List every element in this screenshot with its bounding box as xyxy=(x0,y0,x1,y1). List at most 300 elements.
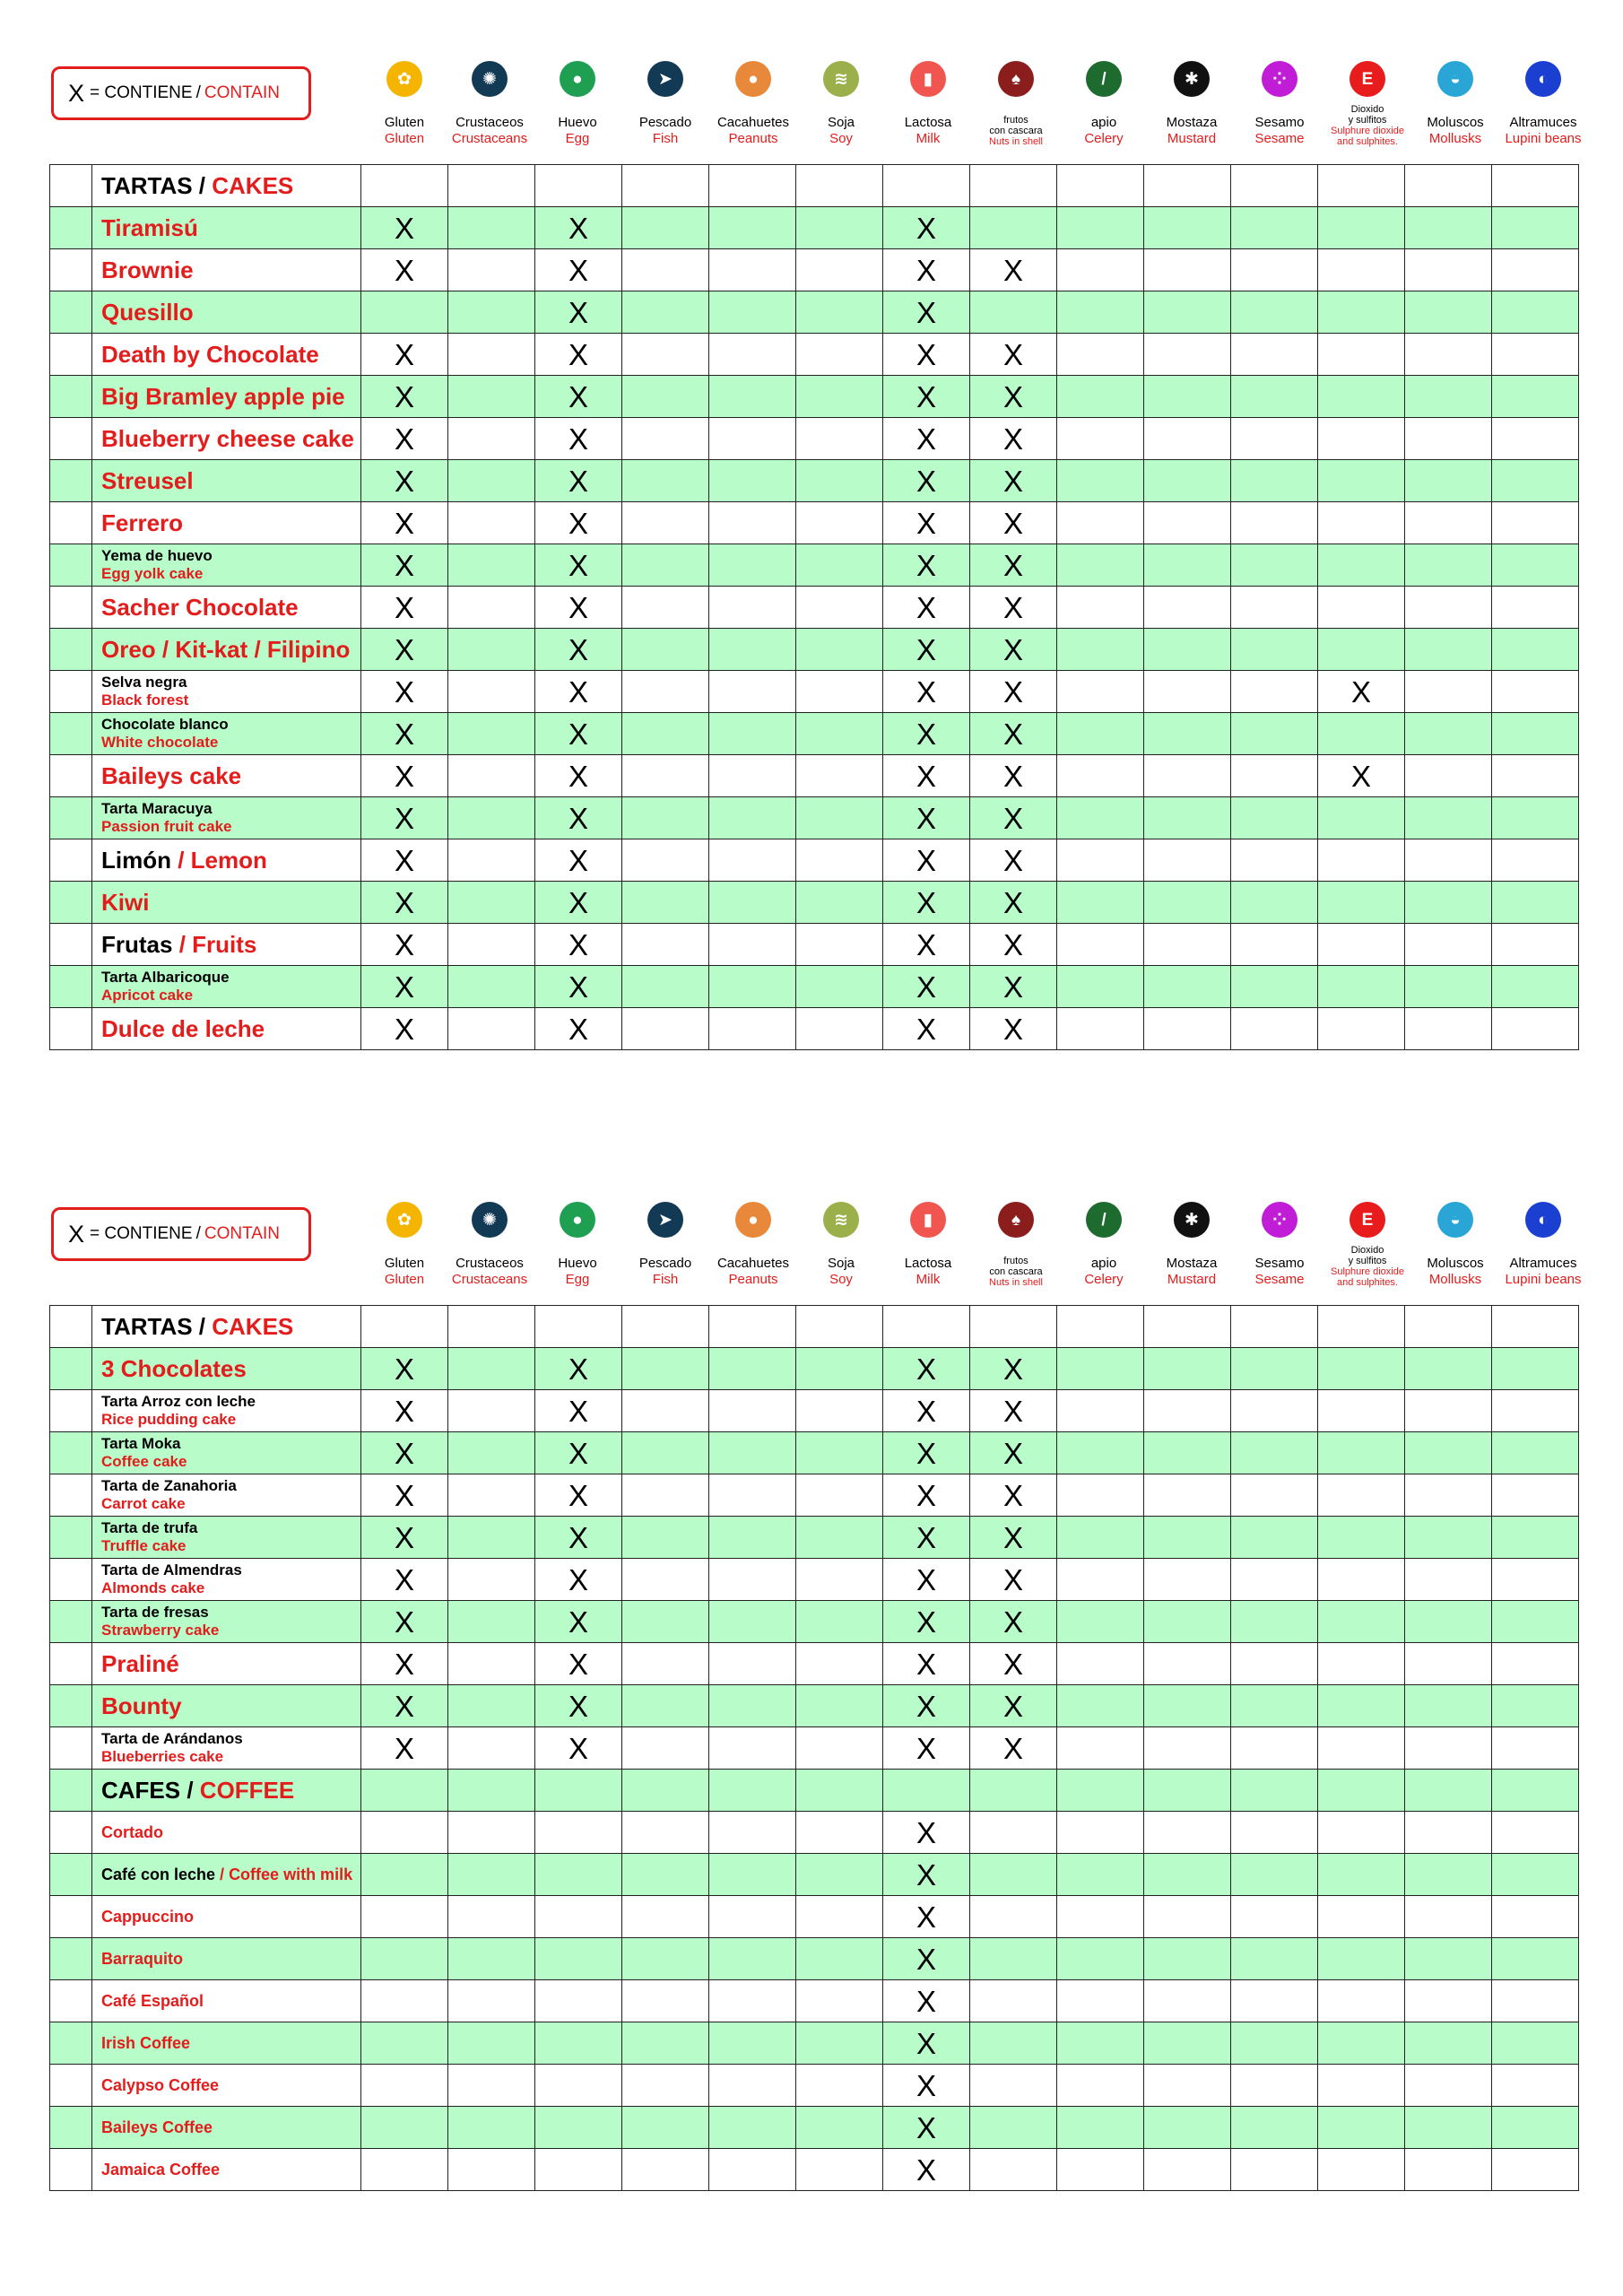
allergen-cell-peanuts xyxy=(709,1008,796,1050)
allergen-cell-soy xyxy=(796,1980,883,2022)
allergen-cell-celery xyxy=(1057,1348,1144,1390)
allergen-cell-egg xyxy=(535,2022,622,2065)
allergen-table-section-1 xyxy=(49,36,1582,1106)
item-name-cell xyxy=(92,755,361,797)
allergen-cell-crustaceans xyxy=(448,1559,535,1601)
allergen-cell-fish xyxy=(622,587,709,629)
table-row xyxy=(50,1854,1579,1896)
allergen-cell-sulphites xyxy=(1318,1517,1405,1559)
item-name: Praliné xyxy=(101,1649,179,1677)
allergen-cell-egg xyxy=(535,1727,622,1770)
item-name-cell xyxy=(92,2065,361,2107)
allergen-cell-peanuts xyxy=(709,1643,796,1685)
allergen-cell-lupin xyxy=(1492,1348,1579,1390)
allergen-cell-nuts xyxy=(970,1432,1057,1474)
allergen-cell-mustard xyxy=(1144,2149,1231,2191)
allergen-cell-sesame xyxy=(1231,1348,1318,1390)
allergen-cell-milk xyxy=(883,1008,970,1050)
allergen-cell-sesame xyxy=(1231,544,1318,587)
allergen-cell-mollusks xyxy=(1405,291,1492,334)
contains-mark: X xyxy=(1002,464,1023,498)
allergen-cell-celery xyxy=(1057,291,1144,334)
allergen-cell-celery xyxy=(1057,1980,1144,2022)
row-index-cell xyxy=(50,1474,92,1517)
allergen-cell-mollusks xyxy=(1405,1727,1492,1770)
allergen-cell-gluten xyxy=(361,839,448,882)
item-name-cell xyxy=(92,1812,361,1854)
allergen-cell-peanuts xyxy=(709,249,796,291)
allergen-cell-egg xyxy=(535,587,622,629)
allergen-cell-milk xyxy=(883,1812,970,1854)
row-index-cell xyxy=(50,839,92,882)
allergen-cell-milk xyxy=(883,418,970,460)
item-name-cell xyxy=(92,418,361,460)
allergen-cell-mustard xyxy=(1144,882,1231,924)
item-name-cell xyxy=(92,713,361,755)
allergen-cell-celery xyxy=(1057,2065,1144,2107)
allergen-cell-fish xyxy=(622,924,709,966)
allergen-cell-peanuts xyxy=(709,1938,796,1980)
allergen-cell-lupin xyxy=(1492,1390,1579,1432)
item-name-cell xyxy=(92,797,361,839)
allergen-label xyxy=(989,102,1043,147)
allergen-cell-soy xyxy=(796,755,883,797)
allergen-cell-gluten xyxy=(361,1559,448,1601)
allergen-cell-fish xyxy=(622,839,709,882)
allergen-cell-celery xyxy=(1057,966,1144,1008)
contains-mark: X xyxy=(394,1012,414,1046)
allergen-cell-egg xyxy=(535,882,622,924)
allergen-cell-lupin xyxy=(1492,1432,1579,1474)
allergen-cell-sesame xyxy=(1231,966,1318,1008)
item-name-en: Almonds cake xyxy=(101,1579,205,1596)
allergen-cell-lupin xyxy=(1492,502,1579,544)
allergen-column-header xyxy=(1324,61,1411,147)
allergen-cell-nuts xyxy=(970,1938,1057,1980)
row-index-cell xyxy=(50,1812,92,1854)
allergen-cell-egg xyxy=(535,502,622,544)
allergen-label xyxy=(905,1243,952,1288)
allergen-cell-egg xyxy=(535,418,622,460)
contains-mark: X xyxy=(916,379,936,413)
item-name: Big Bramley apple pie xyxy=(101,382,345,410)
fish-icon: ➤ xyxy=(647,61,683,97)
allergen-cell-milk xyxy=(883,1601,970,1643)
item-name-cell xyxy=(92,1601,361,1643)
allergen-cell-milk xyxy=(883,755,970,797)
allergen-cell-milk xyxy=(883,797,970,839)
contains-mark: X xyxy=(916,2068,936,2102)
allergen-cell-fish xyxy=(622,291,709,334)
category-es: CAFES xyxy=(101,1776,181,1804)
allergen-cell-nuts xyxy=(970,1685,1057,1727)
allergen-cell-peanuts xyxy=(709,797,796,839)
allergen-header xyxy=(49,36,1582,147)
contains-mark: X xyxy=(394,1436,414,1470)
allergen-cell-sulphites xyxy=(1318,1348,1405,1390)
allergen-cell-sesame xyxy=(1231,249,1318,291)
allergen-cell-gluten xyxy=(361,334,448,376)
allergen-cell-crustaceans xyxy=(448,2149,535,2191)
allergen-cell-mustard xyxy=(1144,249,1231,291)
allergen-cell-peanuts xyxy=(709,1517,796,1559)
contains-mark: X xyxy=(568,632,588,666)
allergen-name-en: Fish xyxy=(652,131,679,146)
allergen-cell-egg xyxy=(535,1854,622,1896)
row-index-cell xyxy=(50,1306,92,1348)
allergen-cell-gluten xyxy=(361,1980,448,2022)
item-name xyxy=(101,1604,360,1639)
allergen-cell-fish xyxy=(622,1008,709,1050)
allergen-cell-milk xyxy=(883,713,970,755)
allergen-name-es: Huevo xyxy=(558,1256,597,1271)
allergen-cell-gluten xyxy=(361,1770,448,1812)
allergen-name-en: Celery xyxy=(1084,131,1124,146)
allergen-cell-mollusks xyxy=(1405,249,1492,291)
contains-mark: X xyxy=(1002,1520,1023,1554)
item-name-cell xyxy=(92,1896,361,1938)
egg-icon: ● xyxy=(560,61,595,97)
allergen-name-es: Dioxido y sulfitos xyxy=(1348,1245,1387,1266)
contains-mark: X xyxy=(1002,506,1023,540)
allergen-column-header xyxy=(1500,61,1587,147)
allergen-name-en: Peanuts xyxy=(728,1272,778,1287)
allergen-cell-soy xyxy=(796,671,883,713)
allergen-cell-sulphites xyxy=(1318,2149,1405,2191)
contains-mark: X xyxy=(916,1562,936,1596)
contains-mark: X xyxy=(568,337,588,371)
table-row xyxy=(50,1432,1579,1474)
allergen-cell-gluten xyxy=(361,1812,448,1854)
contains-mark: X xyxy=(1002,1647,1023,1681)
allergen-cell-mustard xyxy=(1144,1770,1231,1812)
allergen-cell-milk xyxy=(883,1432,970,1474)
allergen-cell-soy xyxy=(796,966,883,1008)
allergen-cell-mustard xyxy=(1144,1643,1231,1685)
allergen-cell-peanuts xyxy=(709,1559,796,1601)
table-row xyxy=(50,924,1579,966)
allergen-cell-crustaceans xyxy=(448,1348,535,1390)
allergen-cell-celery xyxy=(1057,2022,1144,2065)
item-name-en: Fruits xyxy=(192,930,257,958)
allergen-cell-fish xyxy=(622,1432,709,1474)
allergen-cell-sesame xyxy=(1231,1980,1318,2022)
allergen-name-en: Soy xyxy=(829,131,853,146)
contains-mark: X xyxy=(916,759,936,793)
allergen-cell-peanuts xyxy=(709,839,796,882)
allergen-cell-mollusks xyxy=(1405,165,1492,207)
allergen-cell-egg xyxy=(535,755,622,797)
allergen-cell-celery xyxy=(1057,587,1144,629)
allergen-cell-crustaceans xyxy=(448,1517,535,1559)
contains-mark: X xyxy=(916,1984,936,2018)
allergen-cell-sulphites xyxy=(1318,1770,1405,1812)
item-name-cell xyxy=(92,1727,361,1770)
allergen-cell-peanuts xyxy=(709,1727,796,1770)
allergen-cell-peanuts xyxy=(709,376,796,418)
sulphites-icon: E xyxy=(1350,1202,1385,1238)
allergen-cell-soy xyxy=(796,797,883,839)
item-name: Streusel xyxy=(101,466,194,494)
allergen-cell-milk xyxy=(883,2065,970,2107)
item-name-cell xyxy=(92,1854,361,1896)
item-name xyxy=(101,1519,360,1555)
allergen-cell-sesame xyxy=(1231,1770,1318,1812)
allergen-cell-crustaceans xyxy=(448,1812,535,1854)
contains-mark: X xyxy=(916,632,936,666)
allergen-cell-egg xyxy=(535,1643,622,1685)
allergen-cell-gluten xyxy=(361,1348,448,1390)
allergen-cell-gluten xyxy=(361,502,448,544)
allergen-cell-celery xyxy=(1057,1938,1144,1980)
allergen-cell-fish xyxy=(622,1980,709,2022)
allergen-cell-mollusks xyxy=(1405,334,1492,376)
allergen-cell-nuts xyxy=(970,1896,1057,1938)
allergen-cell-crustaceans xyxy=(448,1432,535,1474)
sesame-icon: ⁘ xyxy=(1262,61,1298,97)
allergen-cell-mustard xyxy=(1144,1601,1231,1643)
contains-mark: X xyxy=(568,1352,588,1386)
item-name: 3 Chocolates xyxy=(101,1354,247,1382)
allergen-cell-sesame xyxy=(1231,1559,1318,1601)
allergen-cell-celery xyxy=(1057,1685,1144,1727)
allergen-name-en: Fish xyxy=(652,1272,679,1287)
allergen-cell-nuts xyxy=(970,1517,1057,1559)
allergen-name-es: Lactosa xyxy=(904,115,952,130)
table-row xyxy=(50,755,1579,797)
contains-mark: X xyxy=(394,632,414,666)
allergen-cell-egg xyxy=(535,544,622,587)
allergen-cell-gluten xyxy=(361,882,448,924)
contains-mark: X xyxy=(394,590,414,624)
allergen-cell-gluten xyxy=(361,629,448,671)
allergen-cell-lupin xyxy=(1492,1685,1579,1727)
allergen-cell-mollusks xyxy=(1405,502,1492,544)
contains-mark: X xyxy=(1002,801,1023,835)
section-header-row xyxy=(50,1306,1579,1348)
allergen-cell-sulphites xyxy=(1318,1938,1405,1980)
contains-mark: X xyxy=(568,1562,588,1596)
allergen-cell-soy xyxy=(796,2022,883,2065)
allergen-cell-soy xyxy=(796,629,883,671)
allergen-cell-mustard xyxy=(1144,1008,1231,1050)
allergen-cell-fish xyxy=(622,334,709,376)
allergen-cell-fish xyxy=(622,755,709,797)
allergen-name-en: Nuts in shell xyxy=(989,136,1043,147)
allergen-cell-sulphites xyxy=(1318,713,1405,755)
item-name-es: Limón xyxy=(101,846,171,874)
item-name: Kiwi xyxy=(101,888,150,916)
allergen-cell-soy xyxy=(796,2107,883,2149)
table-row xyxy=(50,1517,1579,1559)
allergen-cell-mollusks xyxy=(1405,2107,1492,2149)
allergen-cell-mustard xyxy=(1144,502,1231,544)
allergen-cell-fish xyxy=(622,2065,709,2107)
allergen-cell-lupin xyxy=(1492,460,1579,502)
allergen-cell-milk xyxy=(883,1643,970,1685)
allergen-label xyxy=(1084,1243,1123,1288)
allergen-cell-lupin xyxy=(1492,1306,1579,1348)
allergen-cell-nuts xyxy=(970,882,1057,924)
allergen-cell-peanuts xyxy=(709,1980,796,2022)
allergen-cell-milk xyxy=(883,2022,970,2065)
wheat-icon: ✿ xyxy=(386,61,422,97)
contains-mark: X xyxy=(916,253,936,287)
allergen-cell-gluten xyxy=(361,1474,448,1517)
item-name-cell xyxy=(92,2149,361,2191)
contains-mark: X xyxy=(568,253,588,287)
allergen-cell-gluten xyxy=(361,2107,448,2149)
allergen-cell-egg xyxy=(535,671,622,713)
item-name: Ferrero xyxy=(101,509,184,536)
allergen-name-en: Nuts in shell xyxy=(989,1277,1043,1288)
allergen-cell-mustard xyxy=(1144,1517,1231,1559)
allergen-cell-celery xyxy=(1057,334,1144,376)
allergen-cell-celery xyxy=(1057,1601,1144,1643)
allergen-cell-soy xyxy=(796,1643,883,1685)
table-row xyxy=(50,544,1579,587)
allergen-label xyxy=(1331,102,1404,147)
contains-mark: X xyxy=(916,295,936,329)
allergen-cell-celery xyxy=(1057,924,1144,966)
allergen-label xyxy=(639,1243,691,1288)
allergen-cell-sesame xyxy=(1231,1306,1318,1348)
soy-icon: ≋ xyxy=(823,1202,859,1238)
allergen-cell-milk xyxy=(883,1517,970,1559)
allergen-cell-sulphites xyxy=(1318,1306,1405,1348)
allergen-cell-milk xyxy=(883,460,970,502)
allergen-cell-sulphites xyxy=(1318,418,1405,460)
allergen-cell-lupin xyxy=(1492,1559,1579,1601)
contains-mark: X xyxy=(568,211,588,245)
allergen-cell-mustard xyxy=(1144,629,1231,671)
allergen-cell-mollusks xyxy=(1405,1306,1492,1348)
item-name-en: Coffee cake xyxy=(101,1453,187,1470)
item-name-cell xyxy=(92,544,361,587)
allergen-cell-sulphites xyxy=(1318,376,1405,418)
allergen-cell-mustard xyxy=(1144,797,1231,839)
row-index-cell xyxy=(50,713,92,755)
allergen-cell-sesame xyxy=(1231,1474,1318,1517)
allergen-cell-mollusks xyxy=(1405,755,1492,797)
allergen-cell-soy xyxy=(796,1896,883,1938)
allergen-cell-crustaceans xyxy=(448,207,535,249)
allergen-cell-celery xyxy=(1057,629,1144,671)
item-name xyxy=(101,547,360,583)
allergen-name-en: Milk xyxy=(916,1272,941,1287)
contains-mark: X xyxy=(1002,1731,1023,1765)
allergen-cell-nuts xyxy=(970,629,1057,671)
allergen-cell-celery xyxy=(1057,165,1144,207)
allergen-cell-sesame xyxy=(1231,924,1318,966)
item-name: Cappuccino xyxy=(101,1907,195,1926)
allergen-name-en: Soy xyxy=(829,1272,853,1287)
allergen-name-es: Lactosa xyxy=(904,1256,952,1271)
allergen-cell-mollusks xyxy=(1405,2022,1492,2065)
allergen-column-header xyxy=(885,61,972,147)
allergen-cell-celery xyxy=(1057,249,1144,291)
allergen-cell-celery xyxy=(1057,207,1144,249)
allergen-cell-nuts xyxy=(970,1812,1057,1854)
item-name-cell xyxy=(92,2107,361,2149)
contains-mark: X xyxy=(916,1900,936,1934)
table-row xyxy=(50,2107,1579,2149)
allergen-cell-gluten xyxy=(361,587,448,629)
allergen-cell-egg xyxy=(535,249,622,291)
legend-contiene: = CONTIENE xyxy=(90,1224,193,1243)
item-name: Oreo / Kit-kat / Filipino xyxy=(101,635,351,663)
allergen-cell-crustaceans xyxy=(448,713,535,755)
allergen-cell-sesame xyxy=(1231,882,1318,924)
allergen-cell-sulphites xyxy=(1318,1474,1405,1517)
allergen-cell-fish xyxy=(622,2022,709,2065)
item-name: Baileys Coffee xyxy=(101,2118,213,2136)
contains-mark: X xyxy=(1002,379,1023,413)
contains-mark: X xyxy=(394,337,414,371)
allergen-cell-fish xyxy=(622,249,709,291)
allergen-cell-milk xyxy=(883,544,970,587)
item-name-en: Rice pudding cake xyxy=(101,1411,237,1428)
contains-mark: X xyxy=(1350,674,1371,709)
allergen-cell-fish xyxy=(622,1854,709,1896)
row-index-cell xyxy=(50,249,92,291)
fish-icon: ➤ xyxy=(647,1202,683,1238)
item-name-cell xyxy=(92,1643,361,1685)
allergen-cell-fish xyxy=(622,882,709,924)
allergen-cell-mustard xyxy=(1144,165,1231,207)
allergen-cell-peanuts xyxy=(709,629,796,671)
contains-mark: X xyxy=(916,2026,936,2060)
allergen-name-es: Moluscos xyxy=(1427,115,1484,130)
contains-mark: X xyxy=(394,970,414,1004)
allergen-cell-lupin xyxy=(1492,1008,1579,1050)
allergen-label xyxy=(828,1243,855,1288)
allergen-cell-peanuts xyxy=(709,1685,796,1727)
allergen-cell-gluten xyxy=(361,418,448,460)
allergen-cell-egg xyxy=(535,629,622,671)
item-name-cell xyxy=(92,1008,361,1050)
allergen-column-header xyxy=(973,1202,1060,1288)
item-name xyxy=(101,931,256,958)
allergen-name-en: Sesame xyxy=(1254,131,1305,146)
allergen-column-header xyxy=(1324,1202,1411,1288)
allergen-cell-sesame xyxy=(1231,755,1318,797)
egg-icon: ● xyxy=(560,1202,595,1238)
allergen-cell-lupin xyxy=(1492,544,1579,587)
acorn-icon: ♠ xyxy=(998,61,1034,97)
allergen-cell-sulphites xyxy=(1318,839,1405,882)
allergen-cell-milk xyxy=(883,291,970,334)
allergen-cell-lupin xyxy=(1492,1980,1579,2022)
table-row xyxy=(50,2065,1579,2107)
contains-mark: X xyxy=(1002,970,1023,1004)
allergen-name-es: frutos con cascara xyxy=(989,115,1043,136)
allergen-name-es: Moluscos xyxy=(1427,1256,1484,1271)
allergen-cell-mollusks xyxy=(1405,207,1492,249)
contains-mark: X xyxy=(916,1436,936,1470)
category-sep: / xyxy=(192,171,213,199)
allergen-cell-mustard xyxy=(1144,1685,1231,1727)
allergen-name-es: Sesamo xyxy=(1254,115,1305,130)
contains-mark: X xyxy=(916,2152,936,2187)
allergen-cell-egg xyxy=(535,2065,622,2107)
item-name-es: Tarta Albaricoque xyxy=(101,969,230,986)
allergen-name-en: Lupini beans xyxy=(1505,1272,1582,1287)
contains-mark: X xyxy=(394,548,414,582)
contains-mark: X xyxy=(394,843,414,877)
allergen-cell-soy xyxy=(796,1601,883,1643)
allergen-cell-gluten xyxy=(361,1854,448,1896)
